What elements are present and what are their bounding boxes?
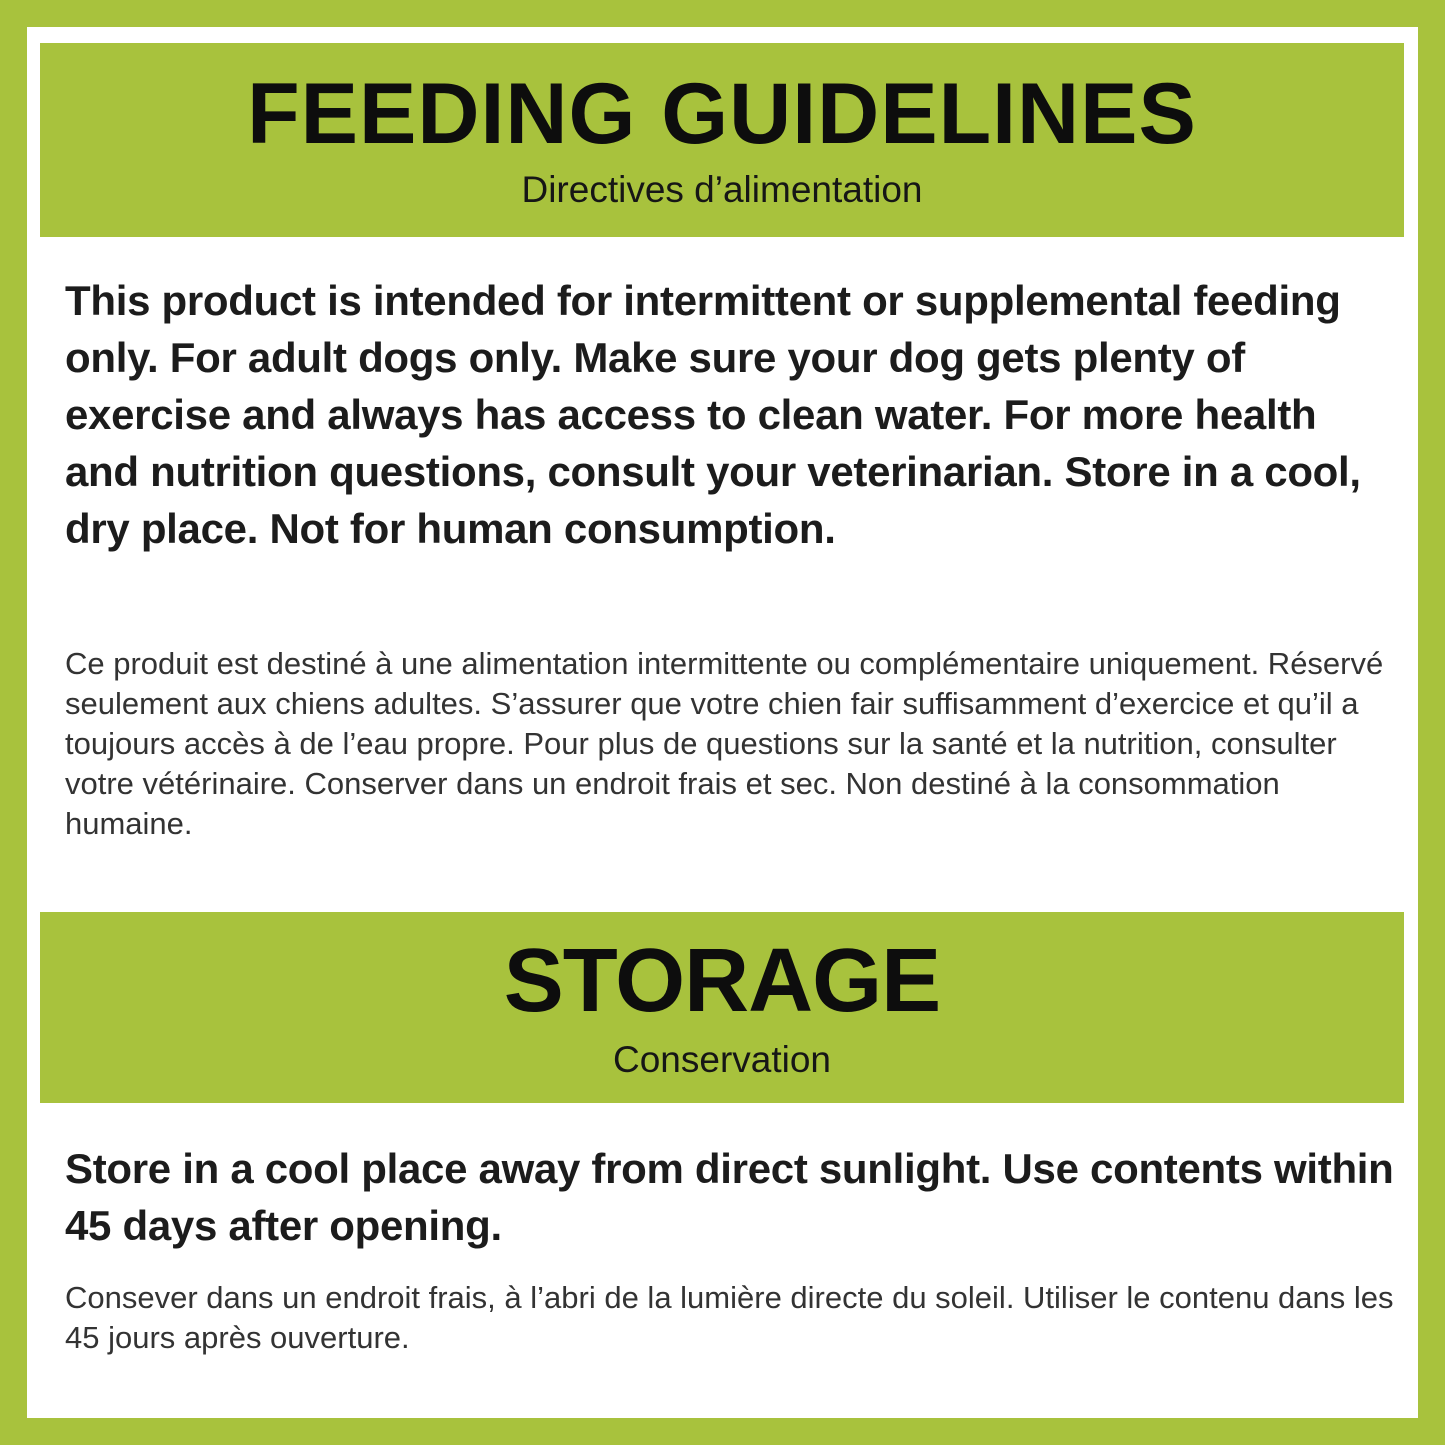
feeding-guidelines-subtitle-french: Directives d’alimentation (521, 169, 923, 211)
storage-body-french: Consever dans un endroit frais, à l’abri de la lumière directe du soleil. Utiliser le contenu dans les 45 jours après ouverture. (65, 1280, 1394, 1355)
feeding-guidelines-banner (40, 43, 1404, 237)
storage-subtitle-french: Conservation (612, 1038, 831, 1080)
storage-banner (40, 912, 1404, 1103)
storage-body-english: Store in a cool place away from direct sunlight. Use contents within 45 days after opening. (65, 1145, 1394, 1249)
feeding-body-french: Ce produit est destiné à une alimentation intermittente ou complémentaire uniquement. Réservé seulement aux chiens adultes. S’assurer que votre chien fair suffisamment d’exercice et qu’il a toujours accès à de l’eau propre. Pour plus de questions sur la santé et la nutrition, consulter votre vétérinaire. Conserver dans un endroit frais et sec. Non destiné à la consommation humaine. (65, 646, 1384, 841)
feeding-guidelines-title: FEEDING GUIDELINES (247, 65, 1197, 162)
feeding-body-english: This product is intended for intermittent or supplemental feeding only. For adult dogs only. Make sure your dog gets plenty of exercise and always has access to clean water. For more health and nutrition questions, consult your veterinarian. Store in a cool, dry place. Not for human consumption. (65, 277, 1361, 552)
storage-title: STORAGE (503, 931, 941, 1032)
